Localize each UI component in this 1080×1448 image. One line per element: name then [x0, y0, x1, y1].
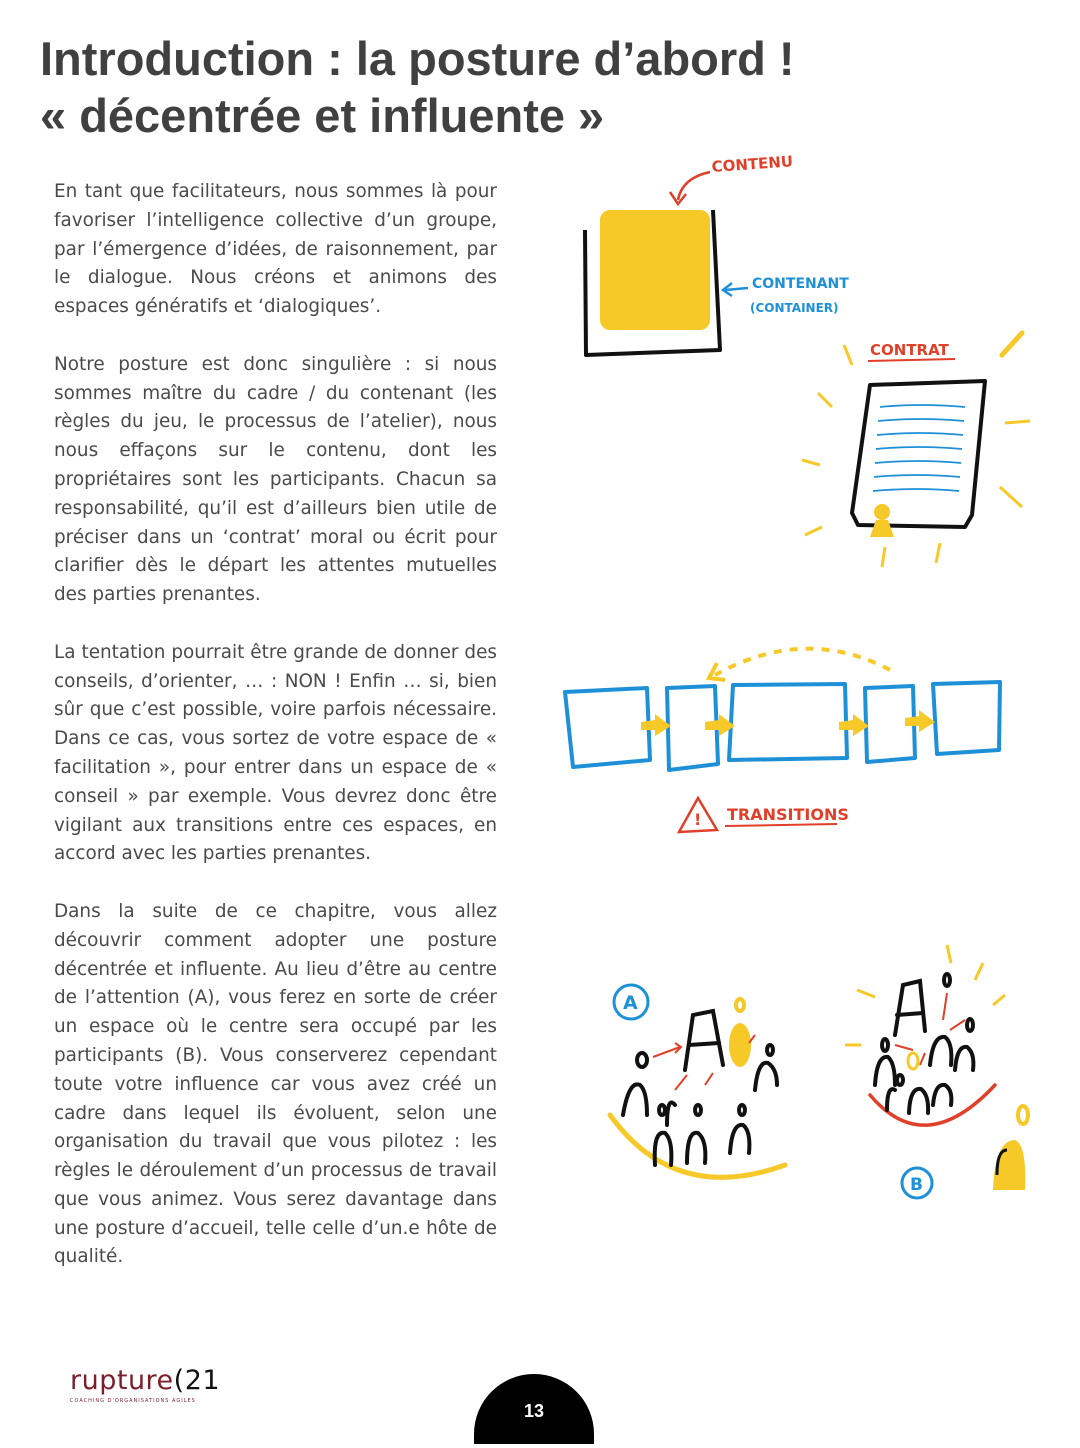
page-title: [40, 30, 1040, 144]
logo-accent: (21: [173, 1365, 221, 1396]
transitions-illustration: [555, 630, 1015, 850]
step-box-3: [729, 684, 847, 760]
logo-name: rupture: [70, 1365, 174, 1396]
label-contenu: CONTENU: [711, 152, 794, 176]
groups-illustration: [595, 935, 1045, 1210]
facilitator-a: [729, 1023, 751, 1067]
page-title-line-2: « décentrée et influente »: [40, 89, 605, 142]
page-number: 13: [474, 1374, 594, 1444]
paragraph-1: En tant que facilitateurs, nous sommes là pour favoriser l’intelligence collective d’un groupe, par l’émergence d’idées, de raisonnement, par le dialogue. Nous créons et animons des espaces génératifs et ‘dialogiques’.: [54, 181, 497, 318]
contract-illustration: [790, 315, 1040, 575]
flipchart-a: [685, 1011, 723, 1070]
content-block: [600, 210, 710, 330]
logo-tagline: COACHING D'ORGANISATIONS AGILES: [70, 1398, 196, 1404]
paragraph-3: La tentation pourrait être grande de donner des conseils, d’orienter, … : NON ! Enfin … si, bien sûr que c’est possible, voire parfois nécessaire. Dans ce cas, vous sortez de votre espace de « facilitation », pour entrer dans un espace de « conseil » par exemple. Vous devrez donc être vigilant aux transitions entre ces espaces, en accord avec les parties prenantes.: [54, 641, 497, 865]
paragraph-4: Dans la suite de ce chapitre, vous allez découvrir comment adopter une posture décentrée et influente. Au lieu d’être au centre de l’attention (A), vous ferez en sorte de créer un espace où le centre sera occupé par les participants (B). Vous conserverez cependant toute votre influence car vous avez créé un cadre dans lequel ils évoluent, selon une organisation du travail que vous pilotez : les règles le déroulement d’un processus de travail que vous animez. Vous serez davantage dans une posture d’accueil, telle celle d’un.e hôte de qualité.: [54, 900, 497, 1268]
step-box-1: [565, 688, 650, 767]
label-contrat: CONTRAT: [870, 341, 949, 359]
company-logo: [70, 1366, 230, 1412]
logo-wordmark: [70, 1366, 230, 1396]
paragraph-2: Notre posture est donc singulière : si nous sommes maître du cadre / du contenant (les règles du jeu, le processus de l’atelier), nous nous effaçons sur le contenu, dont les propriétaires sont les participants. Chacun sa responsabilité, qu’il est d’ailleurs bien utile de préciser dans un ‘contrat’ moral ou écrit pour clarifier dès le départ les attentes mutuelles des parties prenantes.: [54, 353, 497, 606]
label-container: (CONTAINER): [750, 301, 839, 315]
label-contenant: CONTENANT: [752, 276, 849, 292]
label-transitions: TRANSITIONS: [727, 805, 849, 824]
circle-arc-a: [610, 1115, 785, 1177]
label-group-b: B: [910, 1175, 923, 1195]
body-text: [54, 178, 497, 1272]
seal-icon: [874, 504, 890, 520]
flipchart-b: [895, 981, 925, 1035]
label-group-a: A: [623, 992, 638, 1014]
step-box-5: [933, 682, 1000, 754]
page-title-line-1: Introduction : la posture d’abord !: [40, 32, 795, 85]
contract-sheet: [852, 381, 985, 527]
warning-mark: !: [694, 810, 702, 829]
